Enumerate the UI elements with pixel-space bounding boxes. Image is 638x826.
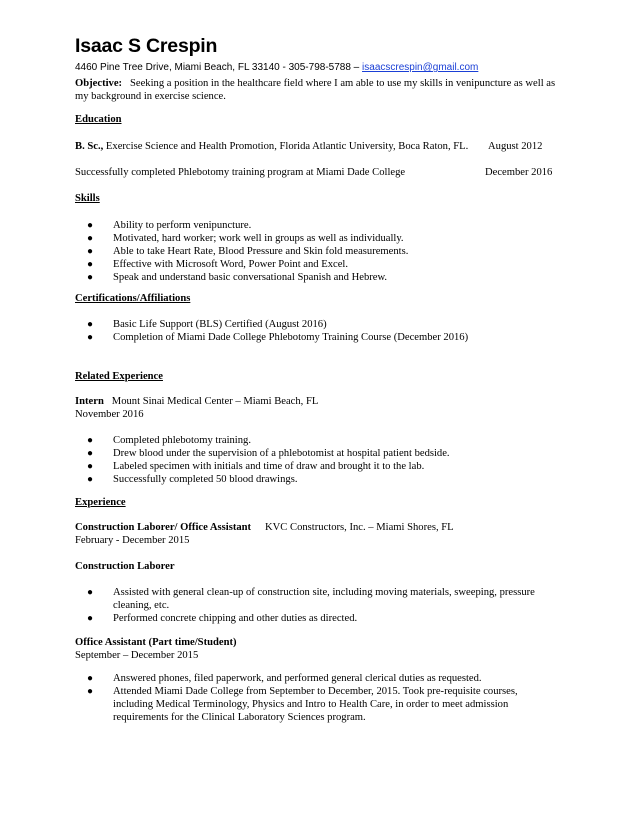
office-duties-list <box>75 672 545 724</box>
degree-line <box>75 140 468 153</box>
list-item: ● Basic Life Support (BLS) Certified (August 2016) <box>87 319 327 330</box>
list-item: ● Effective with Microsoft Word, Power Point and Excel. <box>87 259 349 270</box>
bullet-icon: ● <box>87 435 94 446</box>
bullet-icon: ● <box>87 319 94 330</box>
job1-place: KVC Constructors, Inc. – Miami Shores, FL <box>265 522 454 533</box>
contact-line <box>75 61 478 74</box>
objective <box>75 77 567 103</box>
training-text: Successfully completed Phlebotomy training program at Miami Dade College <box>75 167 406 178</box>
bullet-icon: ● <box>87 587 94 598</box>
list-item: ● Labeled specimen with initials and time of draw and brought it to the lab. <box>87 461 425 472</box>
email-link[interactable]: isaacscrespin@gmail.com <box>362 62 479 73</box>
bullet-icon: ● <box>87 474 94 485</box>
degree-text: Exercise Science and Health Promotion, Florida Atlantic University, Boca Raton, FL. <box>105 141 469 152</box>
bullet-icon: ● <box>87 673 94 684</box>
related-experience-heading: Related Experience <box>75 371 163 382</box>
training-date: December 2016 <box>485 167 553 178</box>
intern-title: Intern <box>75 396 104 407</box>
bullet-icon: ● <box>87 686 94 697</box>
bullet-icon: ● <box>87 220 94 231</box>
bullet-icon: ● <box>87 259 94 270</box>
bullet-icon: ● <box>87 332 94 343</box>
contact-text: 4460 Pine Tree Drive, Miami Beach, FL 33140 - 305-798-5788 – <box>75 62 363 73</box>
degree-label: B. Sc., <box>75 141 104 152</box>
experience-heading: Experience <box>75 497 126 508</box>
list-item: ● Completed phlebotomy training. <box>87 435 251 446</box>
list-item: ● Speak and understand basic conversational Spanish and Hebrew. <box>87 272 388 283</box>
list-item: ● Ability to perform venipuncture. <box>87 220 252 231</box>
bullet-icon: ● <box>87 461 94 472</box>
degree-date: August 2012 <box>488 141 543 152</box>
list-item: ● Assisted with general clean-up of construction site, including moving materials, sweeping, pressure cleaning, etc. <box>87 587 535 611</box>
list-item: ● Completion of Miami Dade College Phlebotomy Training Course (December 2016) <box>87 332 469 343</box>
intern-place: Mount Sinai Medical Center – Miami Beach, FL <box>111 396 319 407</box>
education-heading: Education <box>75 114 122 125</box>
intern-line <box>75 395 318 408</box>
bullet-icon: ● <box>87 272 94 283</box>
list-item: ● Able to take Heart Rate, Blood Pressure and Skin fold measurements. <box>87 246 409 257</box>
list-item: ● Motivated, hard worker; work well in groups as well as individually. <box>87 233 404 244</box>
job1-date: February - December 2015 <box>75 535 190 546</box>
bullet-icon: ● <box>87 233 94 244</box>
certifications-list <box>75 318 545 344</box>
list-item: ● Answered phones, filed paperwork, and performed general clerical duties as requested. <box>87 673 482 684</box>
bullet-icon: ● <box>87 613 94 624</box>
sub2-title: Office Assistant (Part time/Student) <box>75 637 237 648</box>
objective-text: Seeking a position in the healthcare field where I am able to use my skills in venipuncture as well as my background in exercise science. <box>75 78 556 102</box>
sub1-title: Construction Laborer <box>75 561 175 572</box>
job1-title: Construction Laborer/ Office Assistant <box>75 522 252 533</box>
intern-date: November 2016 <box>75 409 144 420</box>
bullet-icon: ● <box>87 246 94 257</box>
list-item: ● Drew blood under the supervision of a phlebotomist at hospital patient bedside. <box>87 448 450 459</box>
candidate-name: Isaac S Crespin <box>75 35 218 57</box>
certifications-heading: Certifications/Affiliations <box>75 293 191 304</box>
objective-label: Objective: <box>75 78 123 89</box>
list-item: ● Attended Miami Dade College from September to December, 2015. Took pre-requisite courses, including Medical Terminology, Physics and Intro to Health Care, in order to meet admission requirements for the Clinical Laboratory Sciences program. <box>87 686 518 723</box>
related-experience-list <box>75 434 545 486</box>
skills-heading: Skills <box>75 193 100 204</box>
skills-list <box>75 219 545 284</box>
construction-duties-list <box>75 586 545 625</box>
list-item: ● Successfully completed 50 blood drawings. <box>87 474 298 485</box>
sub2-date: September – December 2015 <box>75 650 199 661</box>
list-item: ● Performed concrete chipping and other duties as directed. <box>87 613 358 624</box>
bullet-icon: ● <box>87 448 94 459</box>
